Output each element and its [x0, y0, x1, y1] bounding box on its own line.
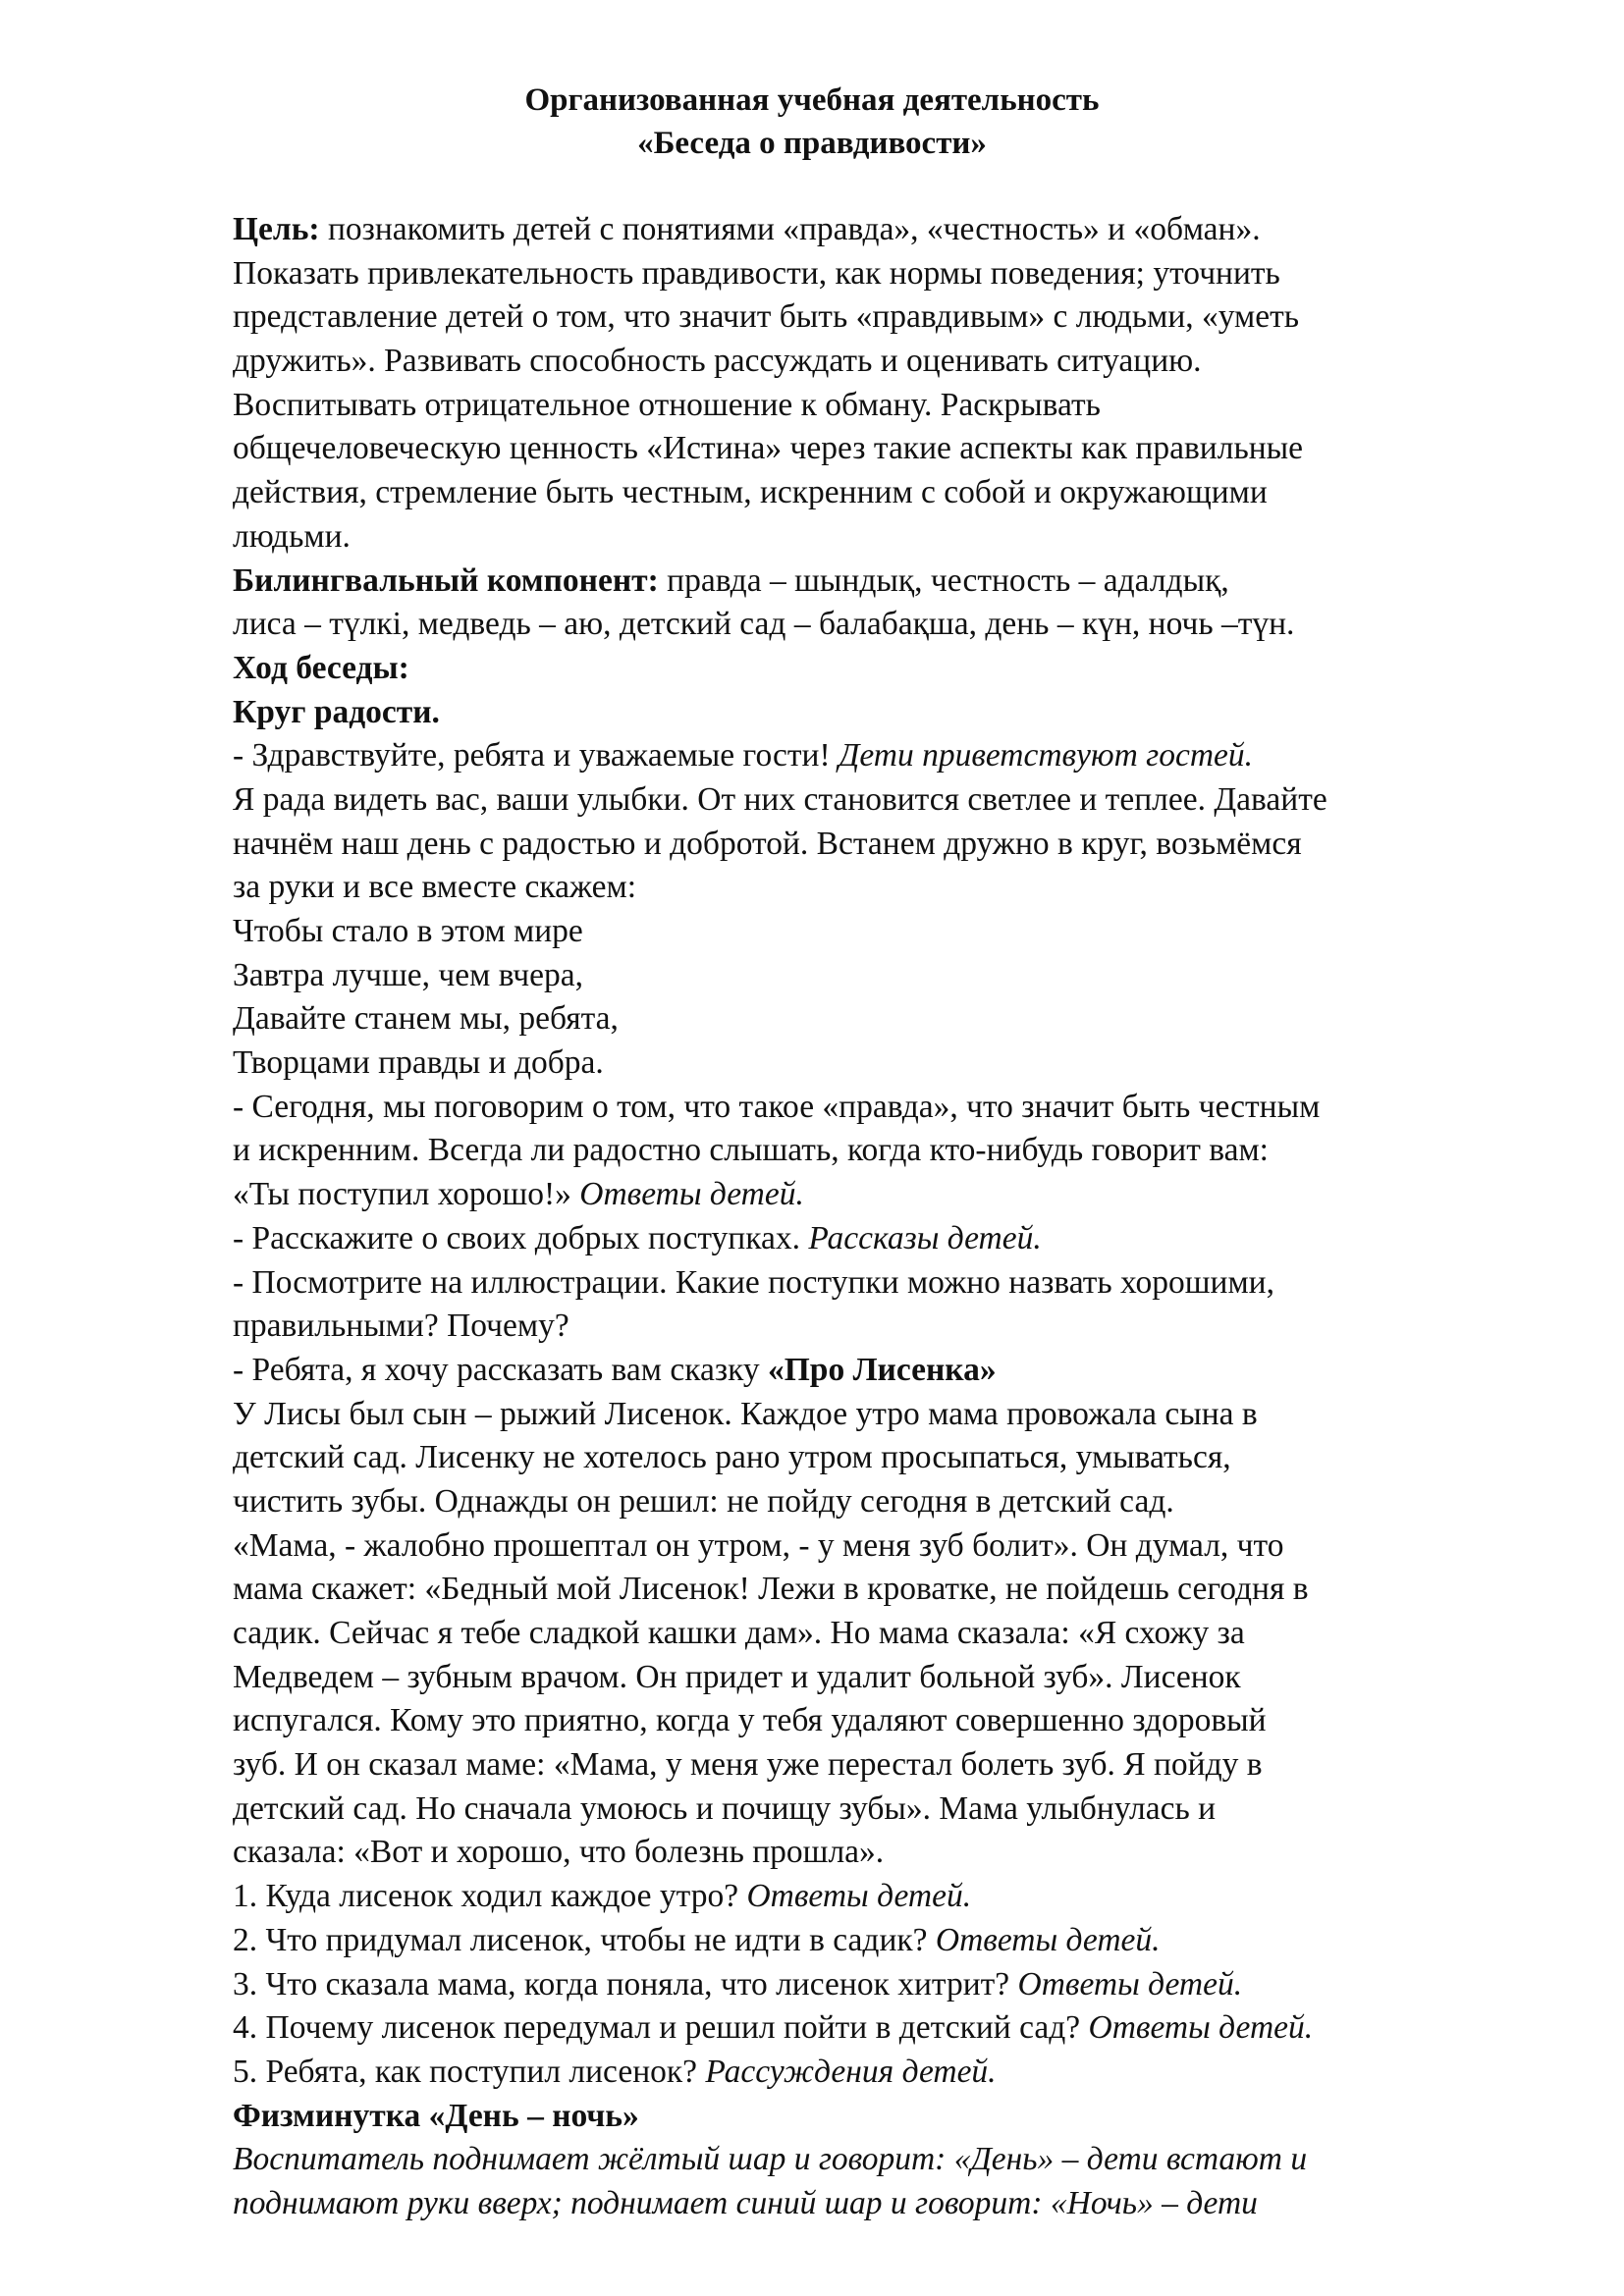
story-line: зуб. И он сказал маме: «Мама, у меня уже перестал болеть зуб. Я пойду в — [233, 1746, 1263, 1784]
question-note: Ответы детей. — [1088, 2009, 1314, 2047]
talk-line: правильными? Почему? — [233, 1308, 569, 1345]
intro-line: начнём наш день с радостью и добротой. Встанем дружно в круг, возьмёмся — [233, 825, 1302, 862]
document-body — [233, 208, 1539, 2226]
greeting-note: Дети приветствуют гостей. — [839, 737, 1254, 774]
talk-line — [233, 1217, 1539, 1261]
question-item — [233, 1963, 1539, 2007]
question-note: Рассуждения детей. — [705, 2053, 997, 2090]
exercise-text: Воспитатель поднимает жёлтый шар и говорит: «День» – дети встают и — [233, 2141, 1308, 2178]
story-title: «Про Лисенка» — [768, 1351, 997, 1388]
intro-line: Я рада видеть вас, ваши улыбки. От них становится светлее и теплее. Давайте — [233, 780, 1327, 818]
greeting-text: - Здравствуйте, ребята и уважаемые гости! — [233, 737, 839, 774]
talk-line — [233, 1349, 1539, 1393]
talk-note: Рассказы детей. — [808, 1219, 1042, 1256]
story-line: детский сад. Лисенку не хотелось рано утром просыпаться, умываться, — [233, 1439, 1231, 1476]
heading-course-text: Ход беседы: — [233, 649, 409, 686]
talk-note: Ответы детей. — [579, 1176, 804, 1213]
title-line-2: «Беседа о правдивости» — [637, 126, 987, 161]
talk-text: - Ребята, я хочу рассказать вам сказку — [233, 1351, 768, 1388]
talk-text: - Расскажите о своих добрых поступках. — [233, 1219, 809, 1256]
talk-line — [233, 1173, 1539, 1217]
question-item — [233, 1919, 1539, 1963]
talk-text: «Ты поступил хорошо!» — [233, 1176, 580, 1213]
goal-text: познакомить детей с понятиями «правда», «честность» и «обман». — [319, 211, 1261, 247]
heading-circle-text: Круг радости. — [233, 693, 440, 730]
heading-course — [233, 647, 1539, 691]
heading-circle — [233, 691, 1539, 735]
goal-line: действия, стремление быть честным, искренним с собой и окружающими — [233, 474, 1268, 511]
exercise-line — [233, 2182, 1539, 2226]
question-note: Ответы детей. — [746, 1878, 972, 1915]
question-text: 3. Что сказала мама, когда поняла, что лисенок хитрит? — [233, 1965, 1018, 2002]
story-line: садик. Сейчас я тебе сладкой кашки дам». Но мама сказала: «Я схожу за — [233, 1615, 1245, 1651]
question-text: 2. Что придумал лисенок, чтобы не идти в садик? — [233, 1921, 936, 1958]
question-note: Ответы детей. — [935, 1921, 1161, 1958]
goal-line: Воспитывать отрицательное отношение к обману. Раскрывать — [233, 386, 1101, 423]
talk-line: и искренним. Всегда ли радостно слышать, когда кто-нибудь говорит вам: — [233, 1132, 1269, 1169]
goal-line: общечеловеческую ценность «Истина» через такие аспекты как правильные — [233, 430, 1304, 467]
poem-line: Давайте станем мы, ребята, — [233, 1000, 619, 1038]
title-line-1: Организованная учебная деятельность — [524, 82, 1100, 118]
question-item — [233, 2051, 1539, 2095]
story-line: детский сад. Но сначала умоюсь и почищу зубы». Мама улыбнулась и — [233, 1789, 1217, 1827]
bilingual-text: правда – шындық, честность – адалдық, — [658, 561, 1229, 599]
poem-line: Чтобы стало в этом мире — [233, 913, 583, 949]
exercise-line — [233, 2138, 1539, 2182]
story-line: «Мама, - жалобно прошептал он утром, - у меня зуб болит». Он думал, что — [233, 1526, 1284, 1564]
question-text: 1. Куда лисенок ходил каждое утро? — [233, 1878, 747, 1915]
bilingual-line — [233, 560, 1539, 604]
goal-label: Цель: — [233, 211, 320, 247]
story-line: сказала: «Вот и хорошо, что болезнь прошла». — [233, 1834, 885, 1871]
story-line: Медведем – зубным врачом. Он придет и удалит больной зуб». Лисенок — [233, 1658, 1241, 1695]
talk-line: - Сегодня, мы поговорим о том, что такое «правда», что значит быть честным — [233, 1088, 1321, 1125]
bilingual-line: лиса – түлкі, медведь – аю, детский сад – балабақша, день – күн, ночь –түн. — [233, 606, 1295, 643]
greeting-line — [233, 734, 1539, 778]
intro-line: за руки и все вместе скажем: — [233, 869, 637, 906]
question-text: 5. Ребята, как поступил лисенок? — [233, 2053, 706, 2090]
poem-line: Творцами правды и добра. — [233, 1044, 604, 1082]
question-text: 4. Почему лисенок передумал и решил пойти в детский сад? — [233, 2009, 1089, 2047]
goal-line: дружить». Развивать способность рассуждать и оценивать ситуацию. — [233, 343, 1202, 380]
question-item — [233, 2006, 1539, 2051]
question-item — [233, 1875, 1539, 1919]
story-line: чистить зубы. Однажды он решил: не пойду сегодня в детский сад. — [233, 1482, 1174, 1520]
goal-line: Показать привлекательность правдивости, как нормы поведения; уточнить — [233, 254, 1280, 292]
heading-exercise — [233, 2095, 1539, 2139]
heading-exercise-text: Физминутка «День – ночь» — [233, 2097, 639, 2134]
goal-line — [233, 208, 1539, 252]
story-line: мама скажет: «Бедный мой Лисенок! Лежи в кроватке, не пойдешь сегодня в — [233, 1571, 1309, 1608]
story-line: испугался. Кому это приятно, когда у тебя удаляют совершенно здоровый — [233, 1702, 1267, 1739]
goal-line: представление детей о том, что значит быть «правдивым» с людьми, «уметь — [233, 298, 1300, 336]
question-note: Ответы детей. — [1017, 1965, 1243, 2002]
poem-line: Завтра лучше, чем вчера, — [233, 956, 583, 993]
bilingual-label: Билингвальный компонент: — [233, 561, 659, 599]
goal-line: людьми. — [233, 517, 351, 555]
exercise-text: поднимают руки вверх; поднимает синий шар и говорит: «Ночь» – дети — [233, 2184, 1258, 2221]
story-line: У Лисы был сын – рыжий Лисенок. Каждое утро мама провожала сына в — [233, 1395, 1258, 1432]
talk-line: - Посмотрите на иллюстрации. Какие поступки можно назвать хорошими, — [233, 1263, 1274, 1301]
